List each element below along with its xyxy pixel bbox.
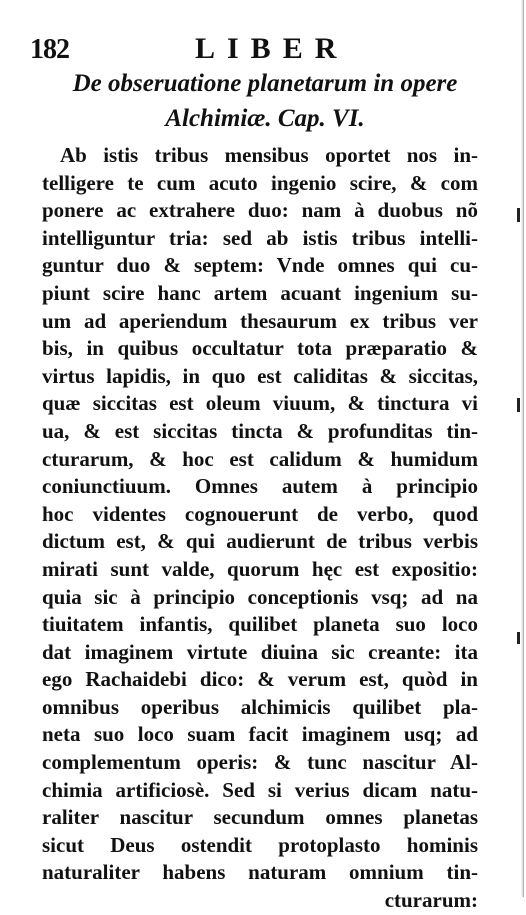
- running-head: LIBER: [195, 32, 349, 65]
- text-line: dictum est, & qui audierunt de tribus verbis: [42, 529, 478, 554]
- text-line: quia sic à principio conceptionis vsq; ad na: [42, 584, 478, 609]
- text-line: dat imaginem virtute diuina sic creante: ita: [42, 639, 478, 664]
- text-line: omnibus operibus alchimicis quilibet pla-: [42, 694, 478, 719]
- text-line: hoc videntes cognouerunt de verbo, quod: [42, 501, 478, 526]
- text-line: chimia artificiosè. Sed si verius dicam natu-: [42, 777, 478, 802]
- text-line: telligere te cum acuto ingenio scire, & com: [42, 170, 478, 195]
- text-line: neta suo loco suam facit imaginem usq; ad: [42, 722, 478, 747]
- text-line: virtus lapidis, in quo est caliditas & siccitas,: [42, 363, 478, 388]
- text-line: raliter nascitur secundum omnes planetas: [42, 805, 478, 830]
- text-line: bis, in quibus occultatur tota præparatio &: [42, 336, 478, 361]
- page-edge-shadow: [521, 0, 524, 897]
- text-line: guntur duo & septem: Vnde omnes qui cu-: [42, 253, 478, 278]
- text-line: complementum operis: & tunc nascitur Al-: [42, 750, 478, 775]
- text-line: quæ siccitas est oleum viuum, & tinctura vi: [42, 391, 478, 416]
- text-line: tiuitatem infantis, quilibet planeta suo loco: [42, 612, 478, 637]
- chapter-title-line-2: Alchimiæ. Cap. VI.: [165, 105, 365, 132]
- page-header: [30, 28, 490, 68]
- text-line: um ad aperiendum thesaurum ex tribus ver: [42, 308, 478, 333]
- catchword: cturarum:: [384, 888, 478, 913]
- margin-mark: [517, 398, 520, 412]
- margin-mark: [517, 632, 520, 644]
- margin-mark: [517, 208, 520, 222]
- text-line: ua, & est siccitas tincta & profunditas tin-: [42, 418, 478, 443]
- chapter-title: [40, 66, 490, 136]
- text-line: intelliguntur tria: sed ab istis tribus intelli-: [42, 225, 478, 250]
- text-line: sicut Deus ostendit protoplasto hominis: [42, 832, 478, 857]
- text-line: piunt scire hanc artem acuant ingenium su-: [42, 280, 478, 305]
- text-line: cturarum, & hoc est calidum & humidum: [42, 446, 478, 471]
- body-text: [42, 142, 478, 915]
- chapter-title-line-1: De obseruatione planetarum in opere: [72, 70, 458, 97]
- text-line: Ab istis tribus mensibus oportet nos in-: [60, 143, 478, 167]
- text-line: naturaliter habens naturam omnium tin-: [42, 860, 478, 885]
- text-line: ponere ac extrahere duo: nam à duobus nõ: [42, 198, 478, 223]
- text-line: ego Rachaidebi dico: & verum est, quòd in: [42, 667, 478, 692]
- page-number: 182: [30, 34, 69, 65]
- text-line: mirati sunt valde, quorum hęc est expositio:: [42, 556, 478, 581]
- text-line: coniunctiuum. Omnes autem à principio: [42, 474, 478, 499]
